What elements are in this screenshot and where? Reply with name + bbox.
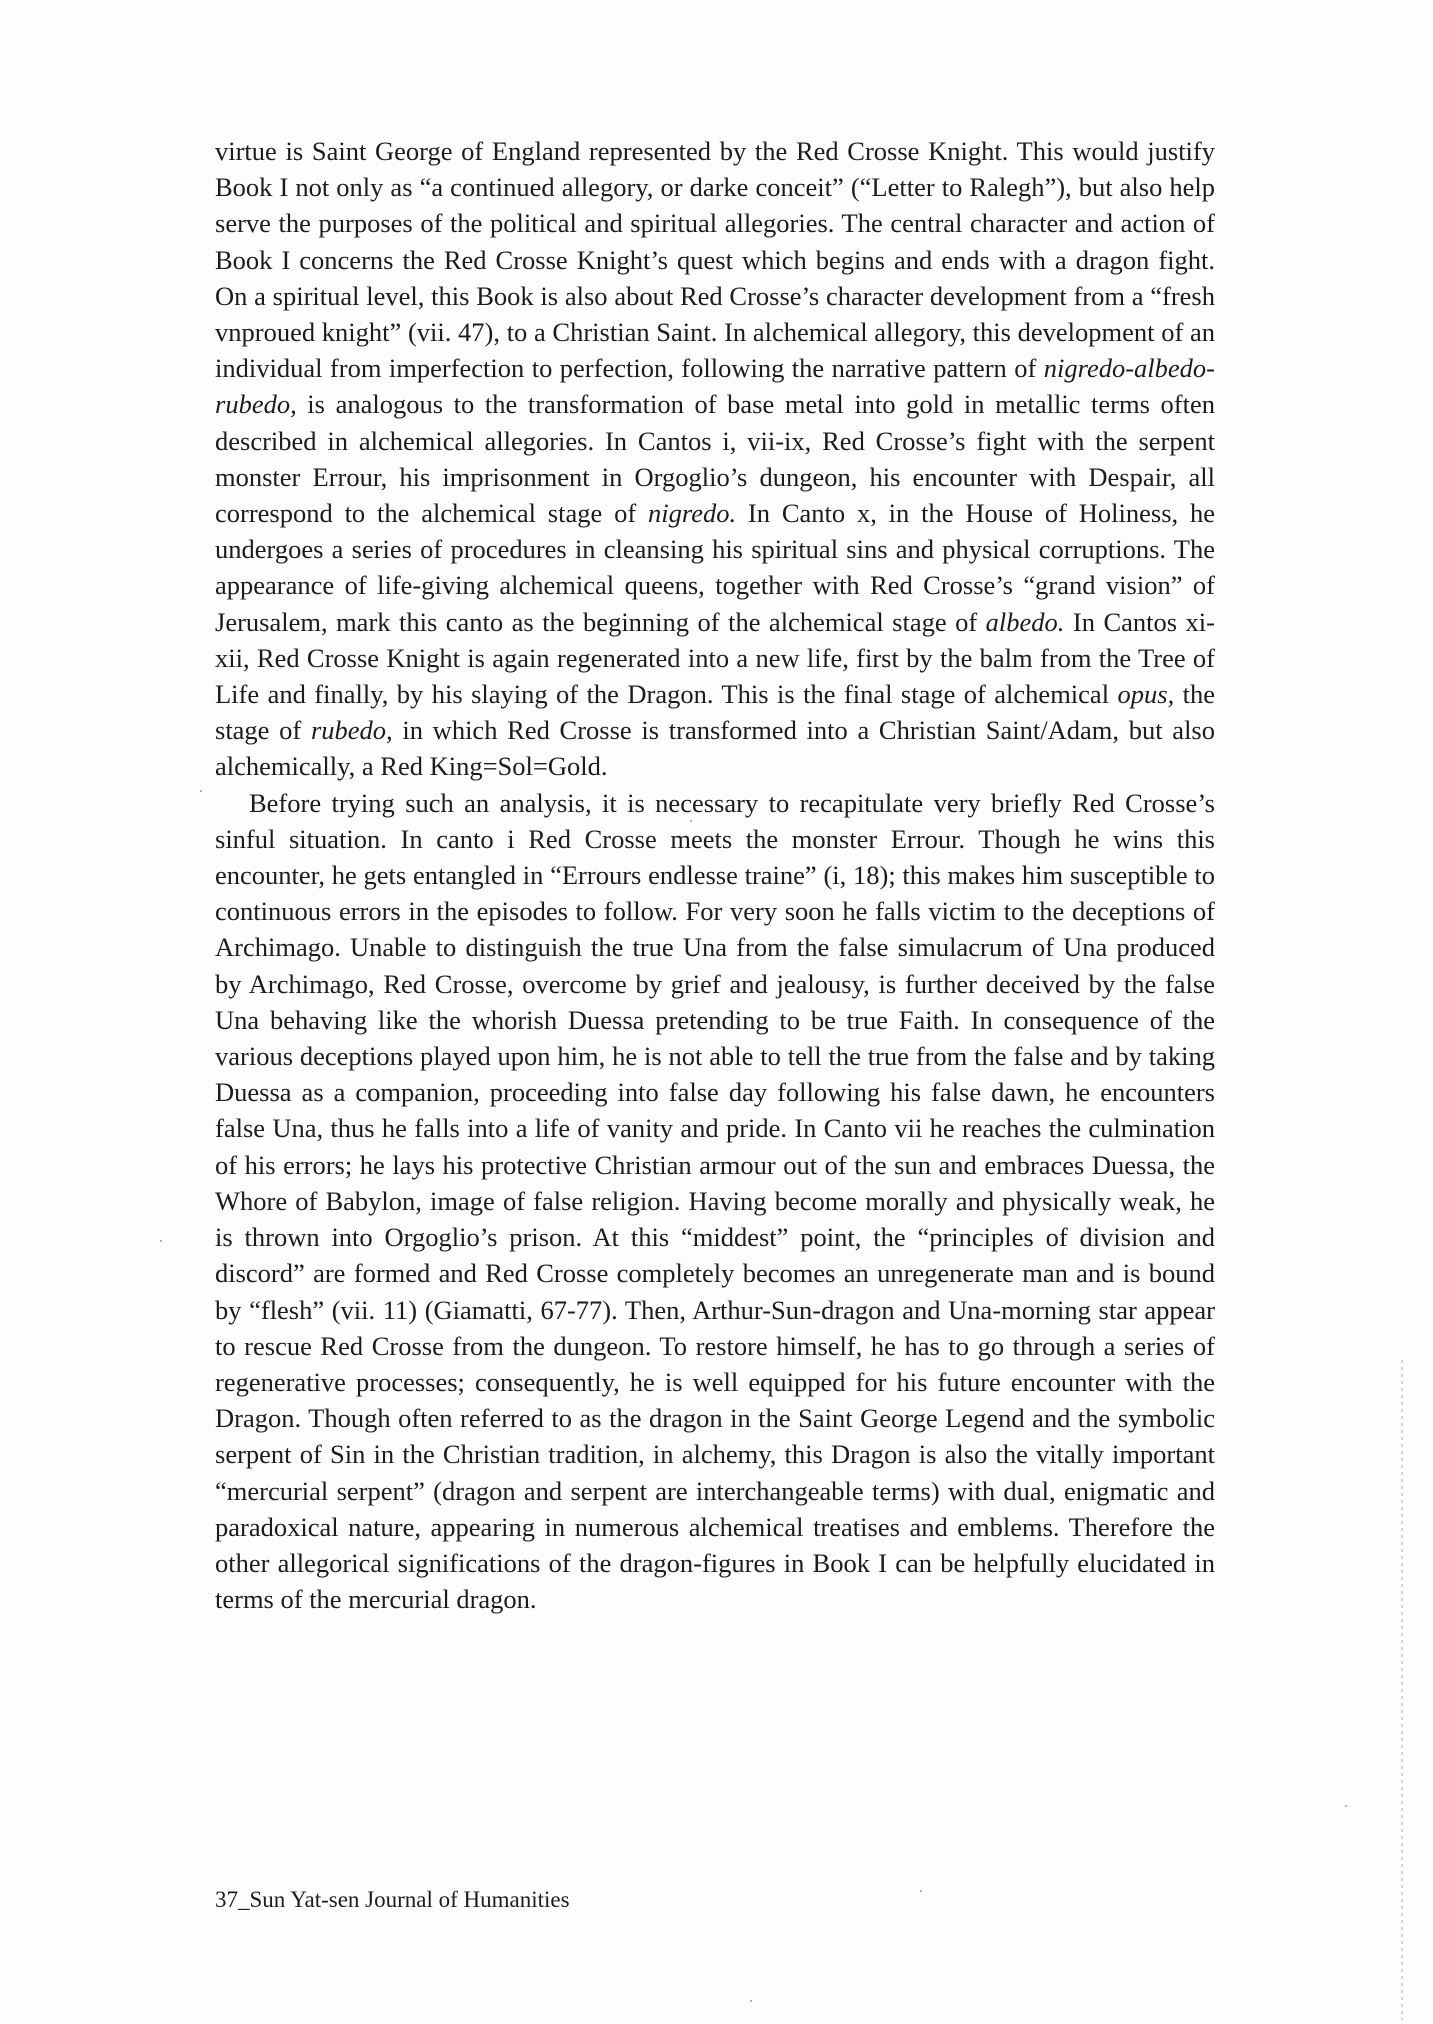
italic-term: albedo. [985,606,1065,637]
scan-edge-shadow [1401,1360,1403,2020]
text-run: is analogous to the transformation of base metal into gold in metallic terms often described in alchemical allegories. In Cantos i, vii-ix, Red Crosse’s fight with the serpent monster Errour, his imprisonment in Orgoglio’s dungeon, his encounter with Despair, all correspond to the alchemical stage of [215,389,1215,529]
scan-speck [920,1890,922,1892]
text-run: in which Red Crosse is transformed into a Christian Saint/Adam, but also alchemically, a Red King=Sol=Gold. [215,715,1215,782]
scan-speck [750,2000,752,2002]
text-run: virtue is Saint George of England represented by the Red Crosse Knight. This would justify Book I not only as “a continued allegory, or darke conceit” (“Letter to Ralegh”), but also help serve the purposes of the political and spiritual allegories. The central character and action of Book I concerns the Red Crosse Knight’s quest which begins and ends with a dragon fight. On a spiritual level, this Book is also about Red Crosse’s character development from a “fresh vnproued knight” (vii. 47), to a Christian Saint. In alchemical allegory, this development of an individual from imperfection to perfection, following the narrative pattern of [215,136,1215,384]
italic-term: opus, [1117,679,1175,710]
page-footer: 37_Sun Yat-sen Journal of Humanities [215,1887,570,1912]
italic-term: rubedo, [310,715,393,746]
scan-speck [1345,1805,1347,1807]
body-text [215,133,1215,1617]
scan-speck [690,820,692,822]
paragraph-1 [215,133,1215,785]
text-run: In Canto x, in the House of Holiness, he undergoes a series of procedures in cleansing his spiritual sins and physical corruptions. The appearance of life-giving alchemical queens, together with Red Crosse’s “grand vision” of Jerusalem, mark this canto as the beginning of the alchemical stage of [215,498,1215,637]
text-run: In Cantos xi-xii, Red Crosse Knight is again regenerated into a new life, first by the balm from the Tree of Life and finally, by his slaying of the Dragon. This is the final stage of alchemical [215,606,1215,710]
scan-speck [160,1240,162,1242]
italic-term: nigredo. [648,498,737,529]
italic-term: nigredo-albedo-rubedo, [215,353,1215,420]
text-run: the stage of [215,679,1216,746]
text-run: Before trying such an analysis, it is necessary to recapitulate very briefly Red Crosse’s sinful situation. In canto i Red Crosse meets the monster Errour. Though he wins this encounter, he gets entangled in “Errours endlesse traine” (i, 18); this makes him susceptible to continuous errors in the episodes to follow. For very soon he falls victim to the deceptions of Archimago. Unable to distinguish the true Una from the false simulacrum of Una produced by Archimago, Red Crosse, overcome by grief and jealousy, is further deceived by the false Una behaving like the whorish Duessa pretending to be true Faith. In consequence of the various deceptions played upon him, he is not able to tell the true from the false and by taking Duessa as a companion, proceeding into false day following his false dawn, he encounters false Una, thus he falls into a life of vanity and pride. In Canto vii he reaches the culmination of his errors; he lays his protective Christian armour out of the sun and embraces Duessa, the Whore of Babylon, image of false religion. Having become morally and physically weak, he is thrown into Orgoglio’s prison. At this “middest” point, the “principles of division and discord” are formed and Red Crosse completely becomes an unregenerate man and is bound by “flesh” (vii. 11) (Giamatti, 67-77). Then, Arthur-Sun-dragon and Una-morning star appear to rescue Red Crosse from the dungeon. To restore himself, he has to go through a series of regenerative processes; consequently, he is well equipped for his future encounter with the Dragon. Though often referred to as the dragon in the Saint George Legend and the symbolic serpent of Sin in the Christian tradition, in alchemy, this Dragon is also the vitally important “mercurial serpent” (dragon and serpent are interchangeable terms) with dual, enigmatic and paradoxical nature, appearing in numerous alchemical treatises and emblems. Therefore the other allegorical significations of the dragon-figures in Book I can be helpfully elucidated in terms of the mercurial dragon. [215,787,1215,1615]
paragraph-2 [215,785,1215,1618]
scan-speck [200,790,202,792]
